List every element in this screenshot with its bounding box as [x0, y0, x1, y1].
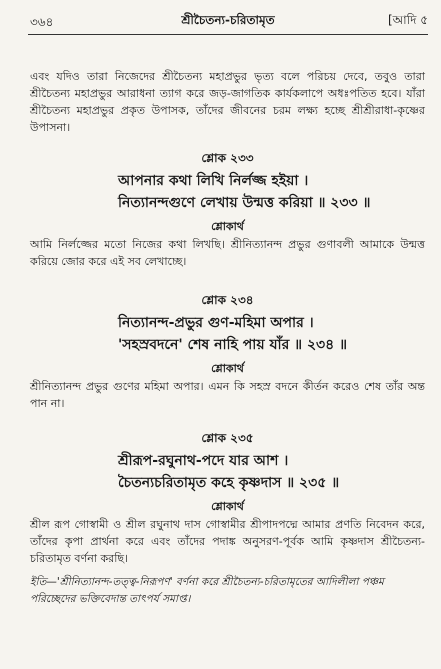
- translation-233: আমি নির্লজ্জের মতো নিজের কথা লিখছি। শ্রীনিত্যানন্দ প্রভুর গুণাবলী আমাকে উন্মত্ত করিয়ে জোর করে এই সব লেখাচ্ছে।: [30, 238, 425, 268]
- chapter-closing-note: ইতি—'শ্রীনিত্যানন্দ-তত্ত্ব-নিরূপণ' বর্ণনা করে শ্রীচৈতন্য-চরিতামৃতের আদিলীলা পঞ্চম পরিচ্ছেদের ভক্তিবেদান্ত তাৎপর্য সমাপ্ত।: [30, 576, 384, 605]
- running-title: শ্রীচৈতন্য-চরিতামৃত: [181, 13, 275, 27]
- header-rule: [28, 34, 428, 35]
- page-number: ৩৬৪: [30, 15, 54, 29]
- verse-233: [118, 170, 418, 214]
- sloka-heading-234: শ্লোক ২৩৪: [201, 293, 254, 307]
- verse-line: নিত্যানন্দগুণে লেখায় উন্মত্ত করিয়া ॥ ২৩৩ ॥: [118, 195, 371, 211]
- page-header: [28, 6, 428, 32]
- verse-line: শ্রীরূপ-রঘুনাথ-পদে যার আশ ।: [118, 453, 289, 469]
- verse-235: [118, 450, 418, 494]
- verse-234: [118, 312, 418, 356]
- translation-heading-234: শ্লোকার্থ: [211, 362, 244, 375]
- verse-line: চৈতন্যচরিতামৃত কহে কৃষ্ণদাস ॥ ২৩৫ ॥: [118, 475, 340, 491]
- translation-235: শ্রীল রূপ গোস্বামী ও শ্রীল রঘুনাথ দাস গোস্বামীর শ্রীপাদপদ্মে আমার প্রণতি নিবেদন করে, তাঁদের কৃপা প্রার্থনা করে এবং তাঁদের পদাঙ্ক অনুসরণ-পূর্বক আমি কৃষ্ণদাস শ্রীচৈতন্য-চরিতামৃত বর্ণনা করছি।: [30, 518, 425, 565]
- translation-heading-233: শ্লোকার্থ: [211, 220, 244, 233]
- verse-line: আপনার কথা লিখি নির্লজ্জ হইয়া ।: [118, 173, 309, 189]
- sloka-heading-235: শ্লোক ২৩৫: [201, 431, 254, 445]
- intro-paragraph: এবং যদিও তারা নিজেদের শ্রীচৈতন্য মহাপ্রভুর ভৃত্য বলে পরিচয় দেবে, তবুও তারা শ্রীচৈতন্য মহাপ্রভুর আরাধনা ত্যাগ করে জড়-জাগতিক কার্যকলাপে অধঃপতিত হবে। যাঁরা শ্রীচৈতন্য মহাপ্রভুর প্রকৃত উপাসক, তাঁদের জীবনের চরম লক্ষ্য হচ্ছে শ্রীশ্রীরাধা-কৃষ্ণের উপাসনা।: [30, 70, 425, 134]
- verse-line: নিত্যানন্দ-প্রভুর গুণ-মহিমা অপার ।: [118, 315, 314, 331]
- sloka-heading-233: শ্লোক ২৩৩: [201, 151, 254, 165]
- chapter-marker: [আদি ৫: [387, 13, 428, 27]
- translation-heading-235: শ্লোকার্থ: [211, 500, 244, 513]
- translation-234: শ্রীনিত্যানন্দ প্রভুর গুণের মহিমা অপার। এমন কি সহস্র বদনে কীর্তন করেও শেষ তাঁর অন্ত পান না।: [30, 380, 425, 410]
- verse-line: 'সহস্রবদনে' শেষ নাহি পায় যাঁর ॥ ২৩৪ ॥: [118, 337, 348, 353]
